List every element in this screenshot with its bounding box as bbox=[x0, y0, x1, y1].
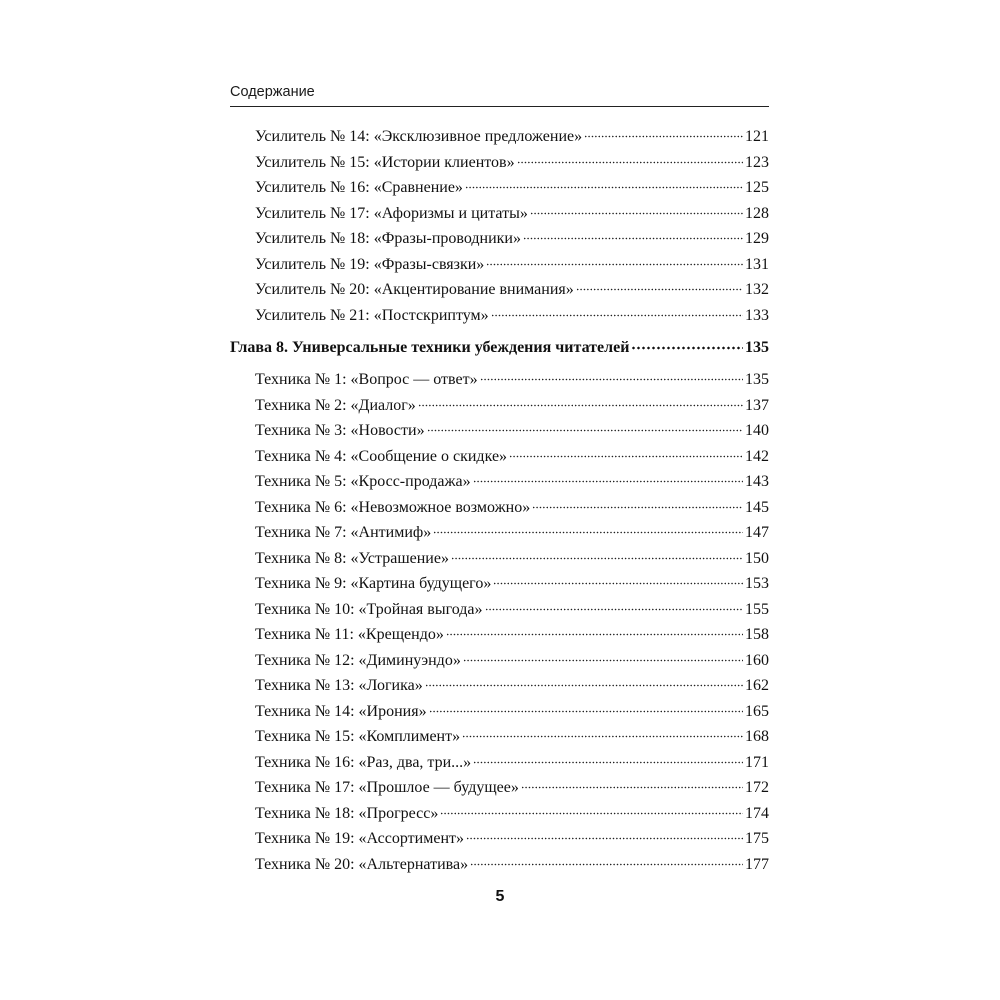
toc-entry[interactable] bbox=[230, 724, 769, 750]
toc-leader-dots bbox=[576, 278, 743, 294]
toc-entry[interactable] bbox=[230, 444, 769, 470]
toc-entry[interactable] bbox=[230, 775, 769, 801]
toc-entry-title: Усилитель № 17: «Афоризмы и цитаты» bbox=[255, 204, 528, 222]
toc-entry-page: 177 bbox=[745, 855, 769, 873]
toc-entry-page: 175 bbox=[745, 830, 769, 847]
toc-leader-dots bbox=[517, 151, 743, 167]
toc-entry[interactable] bbox=[230, 150, 769, 176]
toc-entry-page: 172 bbox=[745, 779, 769, 796]
toc-leader-dots bbox=[473, 751, 743, 767]
toc-entry-page: 145 bbox=[745, 498, 769, 516]
toc-entry[interactable] bbox=[230, 546, 769, 572]
toc-entry[interactable] bbox=[230, 201, 769, 227]
toc-leader-dots bbox=[631, 336, 743, 352]
toc-entry-title: Техника № 3: «Новости» bbox=[255, 422, 425, 439]
toc-entry-title: Техника № 11: «Крещендо» bbox=[255, 626, 444, 643]
toc-entry[interactable] bbox=[230, 648, 769, 674]
toc-entry-page: 128 bbox=[745, 204, 769, 222]
toc-entry[interactable] bbox=[230, 277, 769, 303]
toc-entry-title: Техника № 9: «Картина будущего» bbox=[255, 575, 492, 592]
toc-entry-title: Усилитель № 15: «Истории клиентов» bbox=[255, 153, 515, 171]
toc-leader-dots bbox=[493, 572, 743, 588]
toc-entry-page: 155 bbox=[745, 600, 769, 618]
toc-entry-page: 147 bbox=[745, 524, 769, 541]
toc-entry[interactable] bbox=[230, 226, 769, 252]
toc-entry-page: 150 bbox=[745, 549, 769, 567]
toc-entry-title: Техника № 6: «Невозможное возможно» bbox=[255, 498, 531, 516]
toc-leader-dots bbox=[523, 227, 743, 243]
toc-entry-page: 131 bbox=[745, 255, 769, 273]
toc-leader-dots bbox=[465, 176, 743, 192]
toc-leader-dots bbox=[486, 253, 743, 269]
toc-entry-title: Усилитель № 21: «Постскриптум» bbox=[255, 306, 489, 324]
toc-entry-title: Техника № 17: «Прошлое — будущее» bbox=[255, 779, 519, 796]
toc-leader-dots bbox=[480, 368, 743, 384]
toc-entry-page: 133 bbox=[745, 306, 769, 324]
toc-leader-dots bbox=[451, 547, 743, 563]
toc-entry-page: 123 bbox=[745, 153, 769, 171]
toc-entry-title: Техника № 19: «Ассортимент» bbox=[255, 830, 465, 847]
toc-group-techniques bbox=[230, 367, 769, 877]
toc-entry[interactable] bbox=[230, 597, 769, 623]
toc-entry[interactable] bbox=[230, 367, 769, 393]
toc-entry[interactable] bbox=[230, 495, 769, 521]
toc-entry[interactable] bbox=[230, 571, 769, 597]
toc-leader-dots bbox=[466, 827, 743, 843]
toc-entry-page: 125 bbox=[745, 179, 769, 196]
toc-entry[interactable] bbox=[230, 622, 769, 648]
toc-entry-title: Усилитель № 18: «Фразы-проводники» bbox=[255, 230, 521, 247]
toc-entry-page: 142 bbox=[745, 447, 769, 465]
toc-leader-dots bbox=[425, 674, 743, 690]
toc-entry[interactable] bbox=[230, 393, 769, 419]
toc-entry[interactable] bbox=[230, 699, 769, 725]
toc-entry-page: 160 bbox=[745, 651, 769, 669]
toc-entry[interactable] bbox=[230, 750, 769, 776]
toc-entry-title: Техника № 15: «Комплимент» bbox=[255, 728, 461, 745]
toc-entry-page: 174 bbox=[745, 804, 769, 822]
toc-entry[interactable] bbox=[230, 673, 769, 699]
toc-entry-title: Техника № 13: «Логика» bbox=[255, 677, 423, 694]
toc-entry-page: 121 bbox=[745, 128, 769, 145]
toc-leader-dots bbox=[473, 470, 743, 486]
toc-entry-title: Усилитель № 20: «Акцентирование внимания» bbox=[255, 281, 574, 298]
toc-entry-title: Техника № 14: «Ирония» bbox=[255, 702, 427, 720]
toc-leader-dots bbox=[440, 802, 743, 818]
toc-entry-page: 153 bbox=[745, 575, 769, 592]
toc-leader-dots bbox=[584, 125, 743, 141]
toc-entry-title: Техника № 10: «Тройная выгода» bbox=[255, 600, 483, 618]
toc-entry-title: Усилитель № 19: «Фразы-связки» bbox=[255, 255, 485, 273]
toc-entry-page: 162 bbox=[745, 677, 769, 694]
toc-entry[interactable] bbox=[230, 175, 769, 201]
toc-entry-title: Техника № 1: «Вопрос — ответ» bbox=[255, 371, 478, 388]
toc-entry-title: Техника № 12: «Диминуэндо» bbox=[255, 651, 461, 669]
toc-leader-dots bbox=[491, 304, 743, 320]
toc-entry[interactable] bbox=[230, 826, 769, 852]
toc-entry-page: 132 bbox=[745, 281, 769, 298]
toc-entry-page: 171 bbox=[745, 753, 769, 771]
toc-entry-page: 135 bbox=[745, 371, 769, 388]
toc-entry-title: Техника № 18: «Прогресс» bbox=[255, 804, 439, 822]
toc-chapter-title: Глава 8. Универсальные техники убеждения читателей bbox=[230, 339, 630, 356]
toc-leader-dots bbox=[530, 202, 743, 218]
toc-entry[interactable] bbox=[230, 520, 769, 546]
toc-entry[interactable] bbox=[230, 418, 769, 444]
toc-entry-title: Техника № 16: «Раз, два, три...» bbox=[255, 753, 472, 771]
toc-leader-dots bbox=[470, 853, 743, 869]
toc-leader-dots bbox=[509, 445, 743, 461]
toc-entry-title: Техника № 4: «Сообщение о скидке» bbox=[255, 447, 508, 465]
toc-entry-title: Техника № 2: «Диалог» bbox=[255, 396, 416, 414]
toc-entry-page: 129 bbox=[745, 230, 769, 247]
toc-entry[interactable] bbox=[230, 852, 769, 878]
toc-entry-title: Техника № 8: «Устрашение» bbox=[255, 549, 449, 567]
toc-leader-dots bbox=[462, 725, 743, 741]
toc-leader-dots bbox=[532, 496, 743, 512]
toc-leader-dots bbox=[429, 700, 743, 716]
toc-entry-page: 143 bbox=[745, 473, 769, 490]
toc-entry[interactable] bbox=[230, 124, 769, 150]
toc-group-amplifiers bbox=[230, 124, 769, 328]
toc-chapter-page: 135 bbox=[745, 339, 769, 356]
toc-leader-dots bbox=[463, 649, 743, 665]
toc-entry-title: Усилитель № 14: «Эксклюзивное предложение» bbox=[255, 128, 583, 145]
running-head-title: Содержание bbox=[230, 84, 315, 100]
header-rule bbox=[230, 106, 769, 107]
page-number: 5 bbox=[495, 888, 505, 905]
toc-leader-dots bbox=[433, 521, 743, 537]
toc-entry[interactable] bbox=[230, 801, 769, 827]
toc-entry[interactable] bbox=[230, 303, 769, 329]
toc-chapter-entry[interactable] bbox=[230, 334, 769, 361]
toc-entry-page: 165 bbox=[745, 702, 769, 720]
toc-leader-dots bbox=[427, 419, 743, 435]
toc-entry-title: Усилитель № 16: «Сравнение» bbox=[255, 179, 463, 196]
toc-leader-dots bbox=[485, 598, 743, 614]
toc-entry-title: Техника № 5: «Кросс-продажа» bbox=[255, 473, 471, 490]
toc-entry-title: Техника № 20: «Альтернатива» bbox=[255, 855, 469, 873]
toc-leader-dots bbox=[446, 623, 743, 639]
table-of-contents bbox=[230, 124, 769, 877]
toc-entry-title: Техника № 7: «Антимиф» bbox=[255, 524, 432, 541]
toc-entry-page: 158 bbox=[745, 626, 769, 643]
toc-entry-page: 168 bbox=[745, 728, 769, 745]
toc-entry-page: 140 bbox=[745, 422, 769, 439]
toc-leader-dots bbox=[418, 394, 743, 410]
toc-leader-dots bbox=[521, 776, 743, 792]
toc-entry[interactable] bbox=[230, 469, 769, 495]
toc-entry[interactable] bbox=[230, 252, 769, 278]
toc-entry-page: 137 bbox=[745, 396, 769, 414]
